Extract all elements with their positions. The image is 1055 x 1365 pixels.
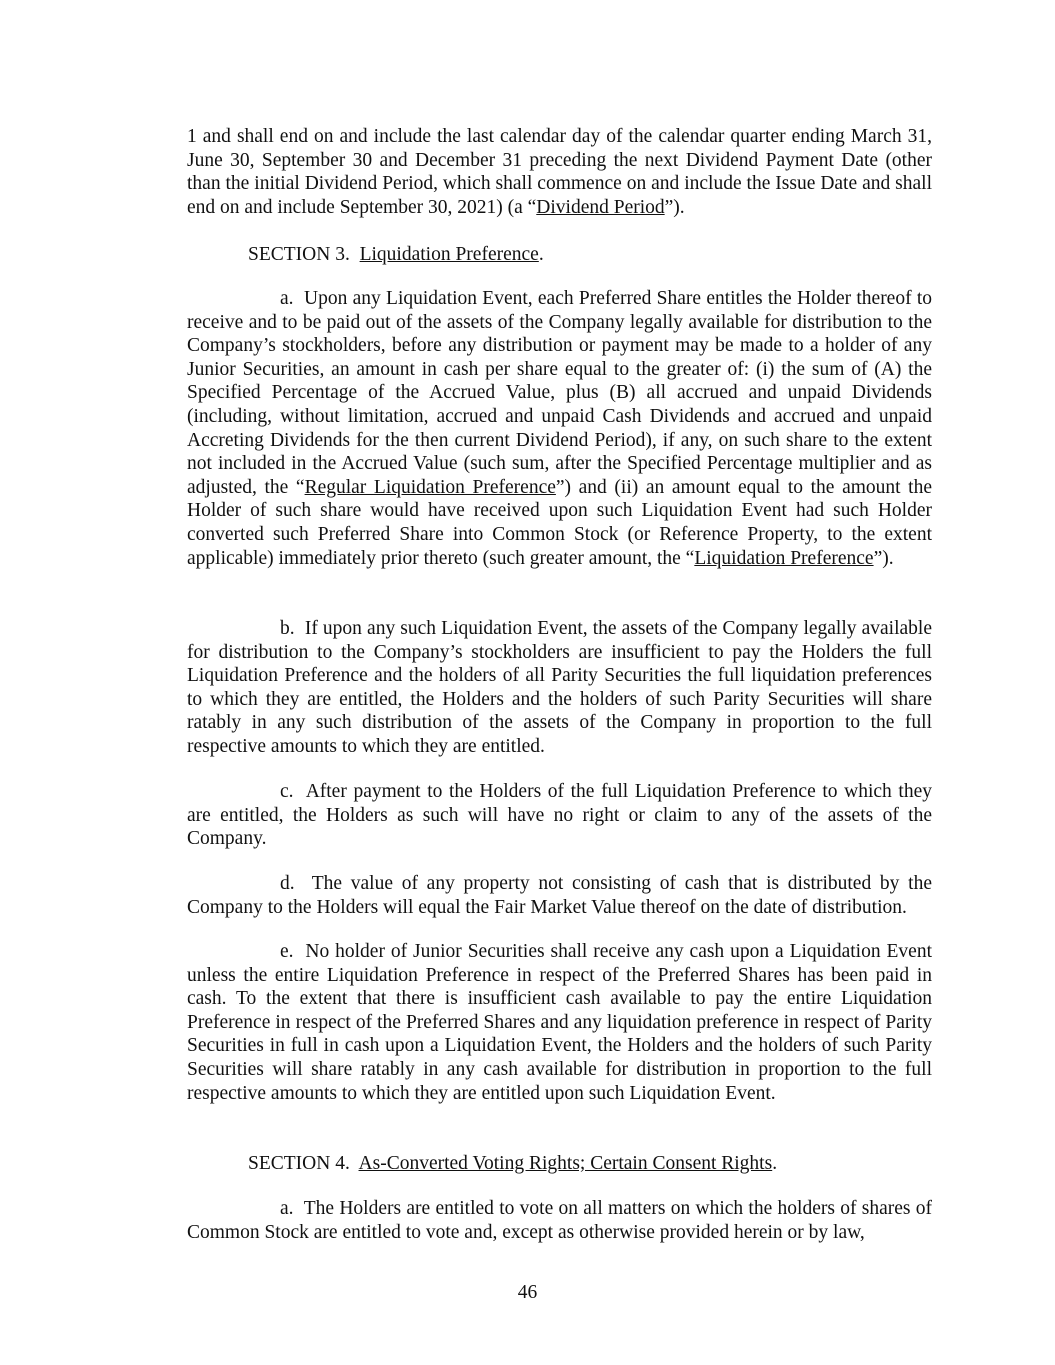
- paragraph-marker: b.: [280, 618, 295, 639]
- section-3-heading: SECTION 3. Liquidation Preference.: [248, 244, 544, 265]
- section-3e-paragraph: e. No holder of Junior Securities shall receive any cash upon a Liquidation Event unless the entire Liquidation Preference in respect of the Preferred Shares has been paid in cash. To the extent that there is insufficient cash available to pay the entire Liquidation Preference in respect of the Preferred Shares and any liquidation preference in respect of Parity Securities in full in cash upon a Liquidation Event, the Holders and the holders of such Parity Securities will share ratably in any cash available for distribution in proportion to the full respective amounts to which they are entitled upon such Liquidation Event.: [187, 941, 932, 1104]
- defined-term-regular-liquidation-preference: Regular Liquidation Preference: [304, 476, 556, 498]
- section-4-title: As-Converted Voting Rights; Certain Consent Rights: [358, 1153, 773, 1174]
- section-3-number: SECTION 3.: [248, 244, 350, 265]
- paragraph-marker: a.: [280, 288, 294, 309]
- section-4-number: SECTION 4.: [248, 1153, 350, 1174]
- paragraph-marker: c.: [280, 781, 294, 802]
- section-3a-paragraph: a. Upon any Liquidation Event, each Preferred Share entitles the Holder thereof to receive and to be paid out of the assets of the Company legally available for distribution to the Company’s stockholders, before any distribution or payment may be made to a holder of any Junior Securities, an amount in cash per share equal to the greater of: (i) the sum of (A) the Specified Percentage of the Accrued Value, plus (B) all accrued and unpaid Dividends (including, without limitation, accrued and unpaid Cash Dividends and accrued and unpaid Accreting Dividends for the then current Dividend Period), if any, on such share to the extent not included in the Accrued Value (such sum, after the Specified Percentage multiplier and as adjusted, the “Regular Liquidation Preference”) and (ii) an amount equal to the amount the Holder of such share would have received upon such Liquidation Event had such Holder converted such Preferred Share into Common Stock (or Reference Property, to the extent applicable) immediately prior thereto (such greater amount, the “Liquidation Preference”).: [187, 288, 933, 569]
- defined-term-liquidation-preference: Liquidation Preference: [694, 547, 874, 569]
- paragraph-marker: d.: [280, 873, 295, 894]
- paragraph-marker: e.: [280, 941, 294, 962]
- section-4a-paragraph: a. The Holders are entitled to vote on all matters on which the holders of shares of Common Stock are entitled to vote and, except as otherwise provided herein or by law,: [187, 1198, 932, 1243]
- section-3c-paragraph: c. After payment to the Holders of the full Liquidation Preference to which they are entitled, the Holders as such will have no right or claim to any of the assets of the Company.: [187, 781, 932, 850]
- section-3b-paragraph: b. If upon any such Liquidation Event, the assets of the Company legally available for distribution to the Company’s stockholders are insufficient to pay the Holders the full Liquidation Preference and the holders of all Parity Securities the full liquidation preferences to which they are entitled, the Holders and the holders of such Parity Securities will share ratably in any such distribution of the assets of the Company in proportion to the full respective amounts to which they are entitled.: [187, 618, 932, 757]
- section-3-title: Liquidation Preference: [359, 244, 539, 265]
- continuation-paragraph: 1 and shall end on and include the last calendar day of the calendar quarter ending March 31, June 30, September 30 and December 31 preceding the next Dividend Payment Date (other than the initial Dividend Period, which shall commence on and include the Issue Date and shall end on and include September 30, 2021) (a “Dividend Period”).: [187, 126, 932, 218]
- section-4-heading: SECTION 4. As-Converted Voting Rights; Certain Consent Rights.: [248, 1153, 778, 1174]
- defined-term-dividend-period: Dividend Period: [536, 196, 665, 218]
- paragraph-marker: a.: [280, 1198, 294, 1219]
- section-3d-paragraph: d. The value of any property not consisting of cash that is distributed by the Company to the Holders will equal the Fair Market Value thereof on the date of distribution.: [187, 873, 932, 918]
- page-number: 46: [517, 1282, 538, 1303]
